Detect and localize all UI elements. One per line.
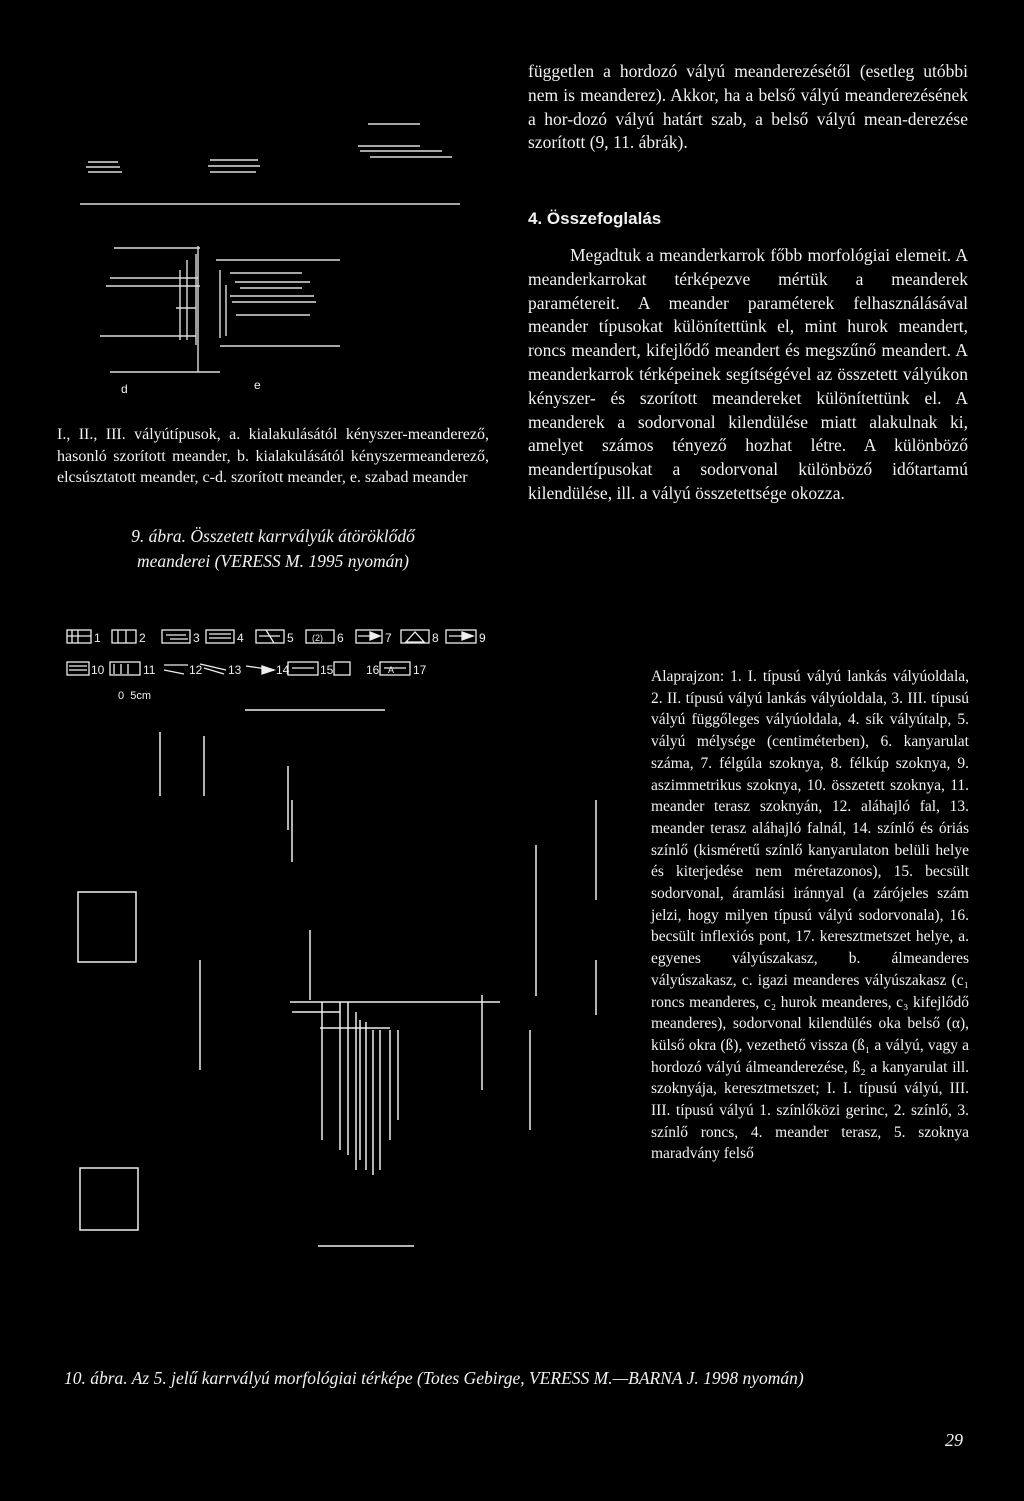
figure9-caption-body: I., II., III. vályútípusok, a. kialakulásától kényszer-meanderező, hasonló szorított meander, b. kialakulásától kényszermeanderező, elcsúsztatott meander, c-d. szorított meander, e. szabad meander xyxy=(57,426,489,486)
legend-num-5: 5 xyxy=(287,631,294,645)
figure10-legend-symbols xyxy=(66,622,506,682)
legend-num-14: 14 xyxy=(276,663,290,677)
legend-num-4: 4 xyxy=(237,631,244,645)
legend-num-16: 16 xyxy=(366,663,380,677)
summary-paragraph: Megadtuk a meanderkarrok főbb morfológiai elemeit. A meanderkarrokat térképezve mértük a meanderek paramétereit. A meander paraméterek felhasználásával meander típusokat különítettünk el, mint hurok meandert, roncs meandert, kifejlődő meandert és megszűnő meandert. A meanderkarrok térképeinek segítségével az összetett vályúkon kényszer- és szorított meandereket különítettünk el. A meanderek a sodorvonal kilendülése miatt alakulnak ki, amelyet számos tényező hozhat létre. A különböző meandertípusokat a sodorvonal különböző időtartamú kilendülése, ill. a vályú összetettsége okozza. xyxy=(528,245,968,503)
legend-num-10: 10 xyxy=(91,663,105,677)
intro-paragraph: független a hordozó vályú meanderezésétől (esetleg utóbbi nem is meanderez). Akkor, ha a belső vályú meanderezésének a hor-dozó vályú határt szab, a belső vályú mean-derezése szorított (9, 11. ábrák). xyxy=(528,61,968,153)
legend-num-9: 9 xyxy=(479,631,486,645)
legend-num-2: 2 xyxy=(139,631,146,645)
figure9-label-e: e xyxy=(254,378,261,392)
legend-sym-17-text: A xyxy=(388,665,395,675)
figure10-caption: 10. ábra. Az 5. jelű karrvályú morfológiai térképe (Totes Gebirge, VERESS M.—BARNA J. 1998 nyomán) xyxy=(64,1368,804,1388)
figure9-title-line2: meanderei (VERESS M. 1995 nyomán) xyxy=(137,551,409,571)
figure10-legend-text: Alaprajzon: 1. I. típusú vályú lankás vályúoldala, 2. II. típusú vályú lankás vályúoldala, 3. III. típusú vályú függőleges vályúoldala, 4. sík vályútalp, 5. vályú mélysége (centiméterben), 6. kanyarulat száma, 7. félgúla szoknya, 8. félkúp szoknya, 9. aszimmetrikus szoknya, 10. összetett szoknya, 11. meander terasz szoknyán, 12. aláhajló fal, 13. meander terasz aláhajló falnál, 14. színlő és óriás színlő (kisméretű színlő kanyarulaton belüli helye és kiterjedése nem méretazonos), 15. becsült sodorvonal, áramlási iránnyal (a zárójeles szám jelzi, hogy milyen típusú vályú sodorvonala), 16. becsült inflexiós pont, 17. keresztmetszet helye, a. egyenes vályúszakasz, b. álmeanderes vályúszakasz, c. igazi meanderes vályúszakasz (c₁ roncs meanderes, c₂ hurok meanderes, c₃ kifejlődő meanderes), sodorvonal kilendülés oka belső (α), külső okra (ß), vezethető vissza (ß₁ a vályú, vagy a hordozó vályú álmeanderezése, ß₂ a kanyarulat ill. szoknyája, keresztmetszet; I. I. típusú vályú, III. III. típusú vályú 1. színlőközi gerinc, 2. színlő, 3. színlő roncs, 4. meander terasz, 5. szoknya maradvány felső xyxy=(651,668,969,1163)
legend-num-8: 8 xyxy=(432,631,439,645)
legend-num-11: 11 xyxy=(143,663,156,677)
figure9-drawing xyxy=(70,110,490,410)
legend-num-17: 17 xyxy=(413,663,427,677)
legend-num-3: 3 xyxy=(193,631,200,645)
legend-num-7: 7 xyxy=(385,631,392,645)
legend-num-1: 1 xyxy=(94,631,101,645)
scale-label: 0 5cm xyxy=(118,690,152,702)
page-number: 29 xyxy=(945,1430,963,1450)
legend-num-15: 15 xyxy=(320,663,334,677)
figure9-label-d: d xyxy=(121,382,128,396)
legend-num-12: 12 xyxy=(189,663,203,677)
figure10-map xyxy=(60,700,620,1290)
legend-sym-6-text: (2) xyxy=(312,633,323,643)
legend-symbol-icons xyxy=(66,622,506,682)
figure9-title-line1: 9. ábra. Összetett karrvályúk átöröklődő xyxy=(131,526,415,546)
legend-num-13: 13 xyxy=(228,663,242,677)
legend-num-6: 6 xyxy=(337,631,344,645)
section-heading: 4. Összefoglalás xyxy=(528,209,662,228)
